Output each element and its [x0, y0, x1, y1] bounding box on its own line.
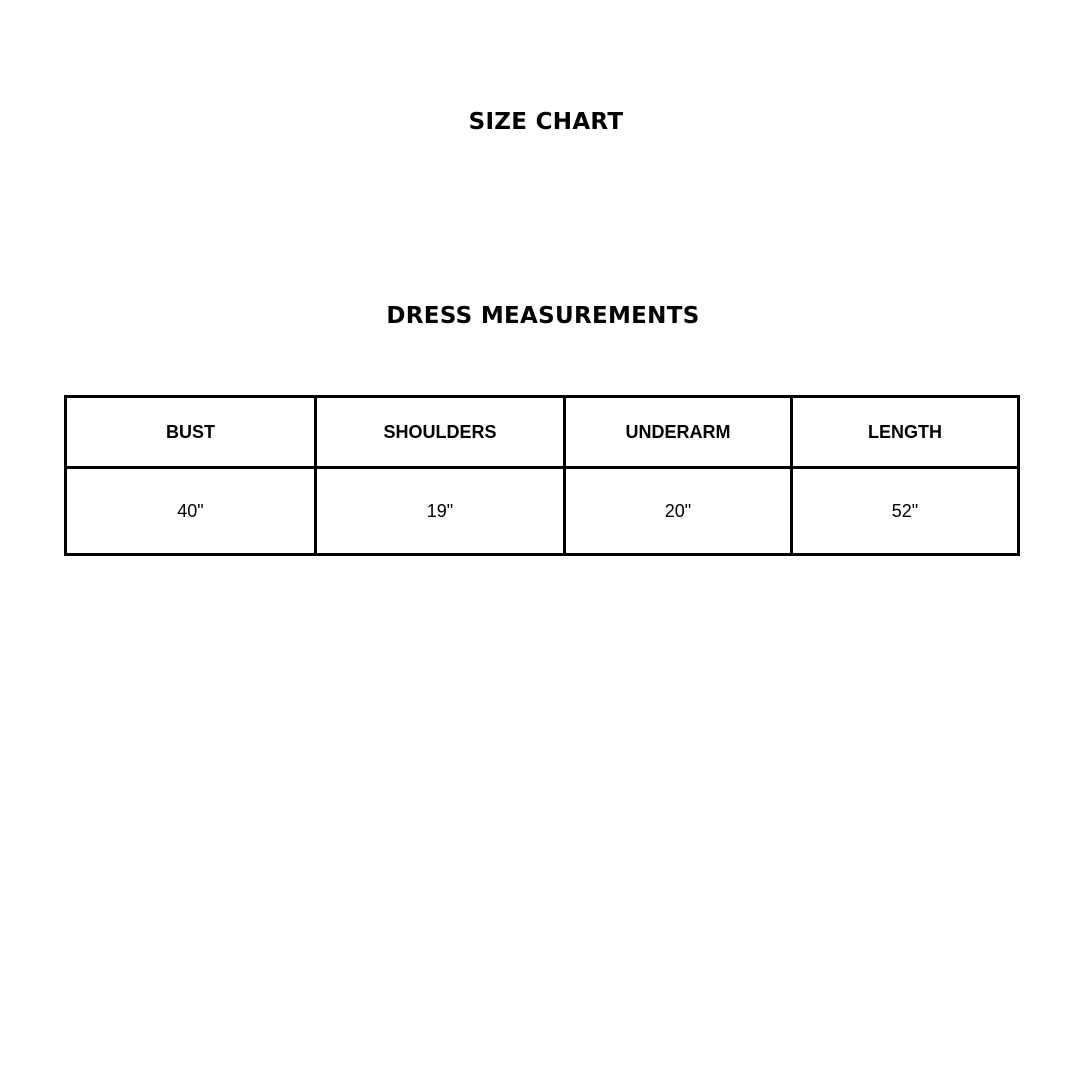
table-row: [66, 468, 1019, 555]
section-title: DRESS MEASUREMENTS: [386, 303, 700, 329]
page-title: SIZE CHART: [468, 109, 624, 135]
cell-bust-value: 40": [66, 468, 316, 555]
cell-underarm-value: 20": [565, 468, 792, 555]
table-header-row: [66, 397, 1019, 468]
cell-shoulders-value: 19": [316, 468, 565, 555]
header-underarm: UNDERARM: [565, 397, 792, 468]
header-shoulders: SHOULDERS: [316, 397, 565, 468]
measurements-table: [64, 395, 1020, 556]
header-length: LENGTH: [792, 397, 1019, 468]
header-bust: BUST: [66, 397, 316, 468]
cell-length-value: 52": [792, 468, 1019, 555]
